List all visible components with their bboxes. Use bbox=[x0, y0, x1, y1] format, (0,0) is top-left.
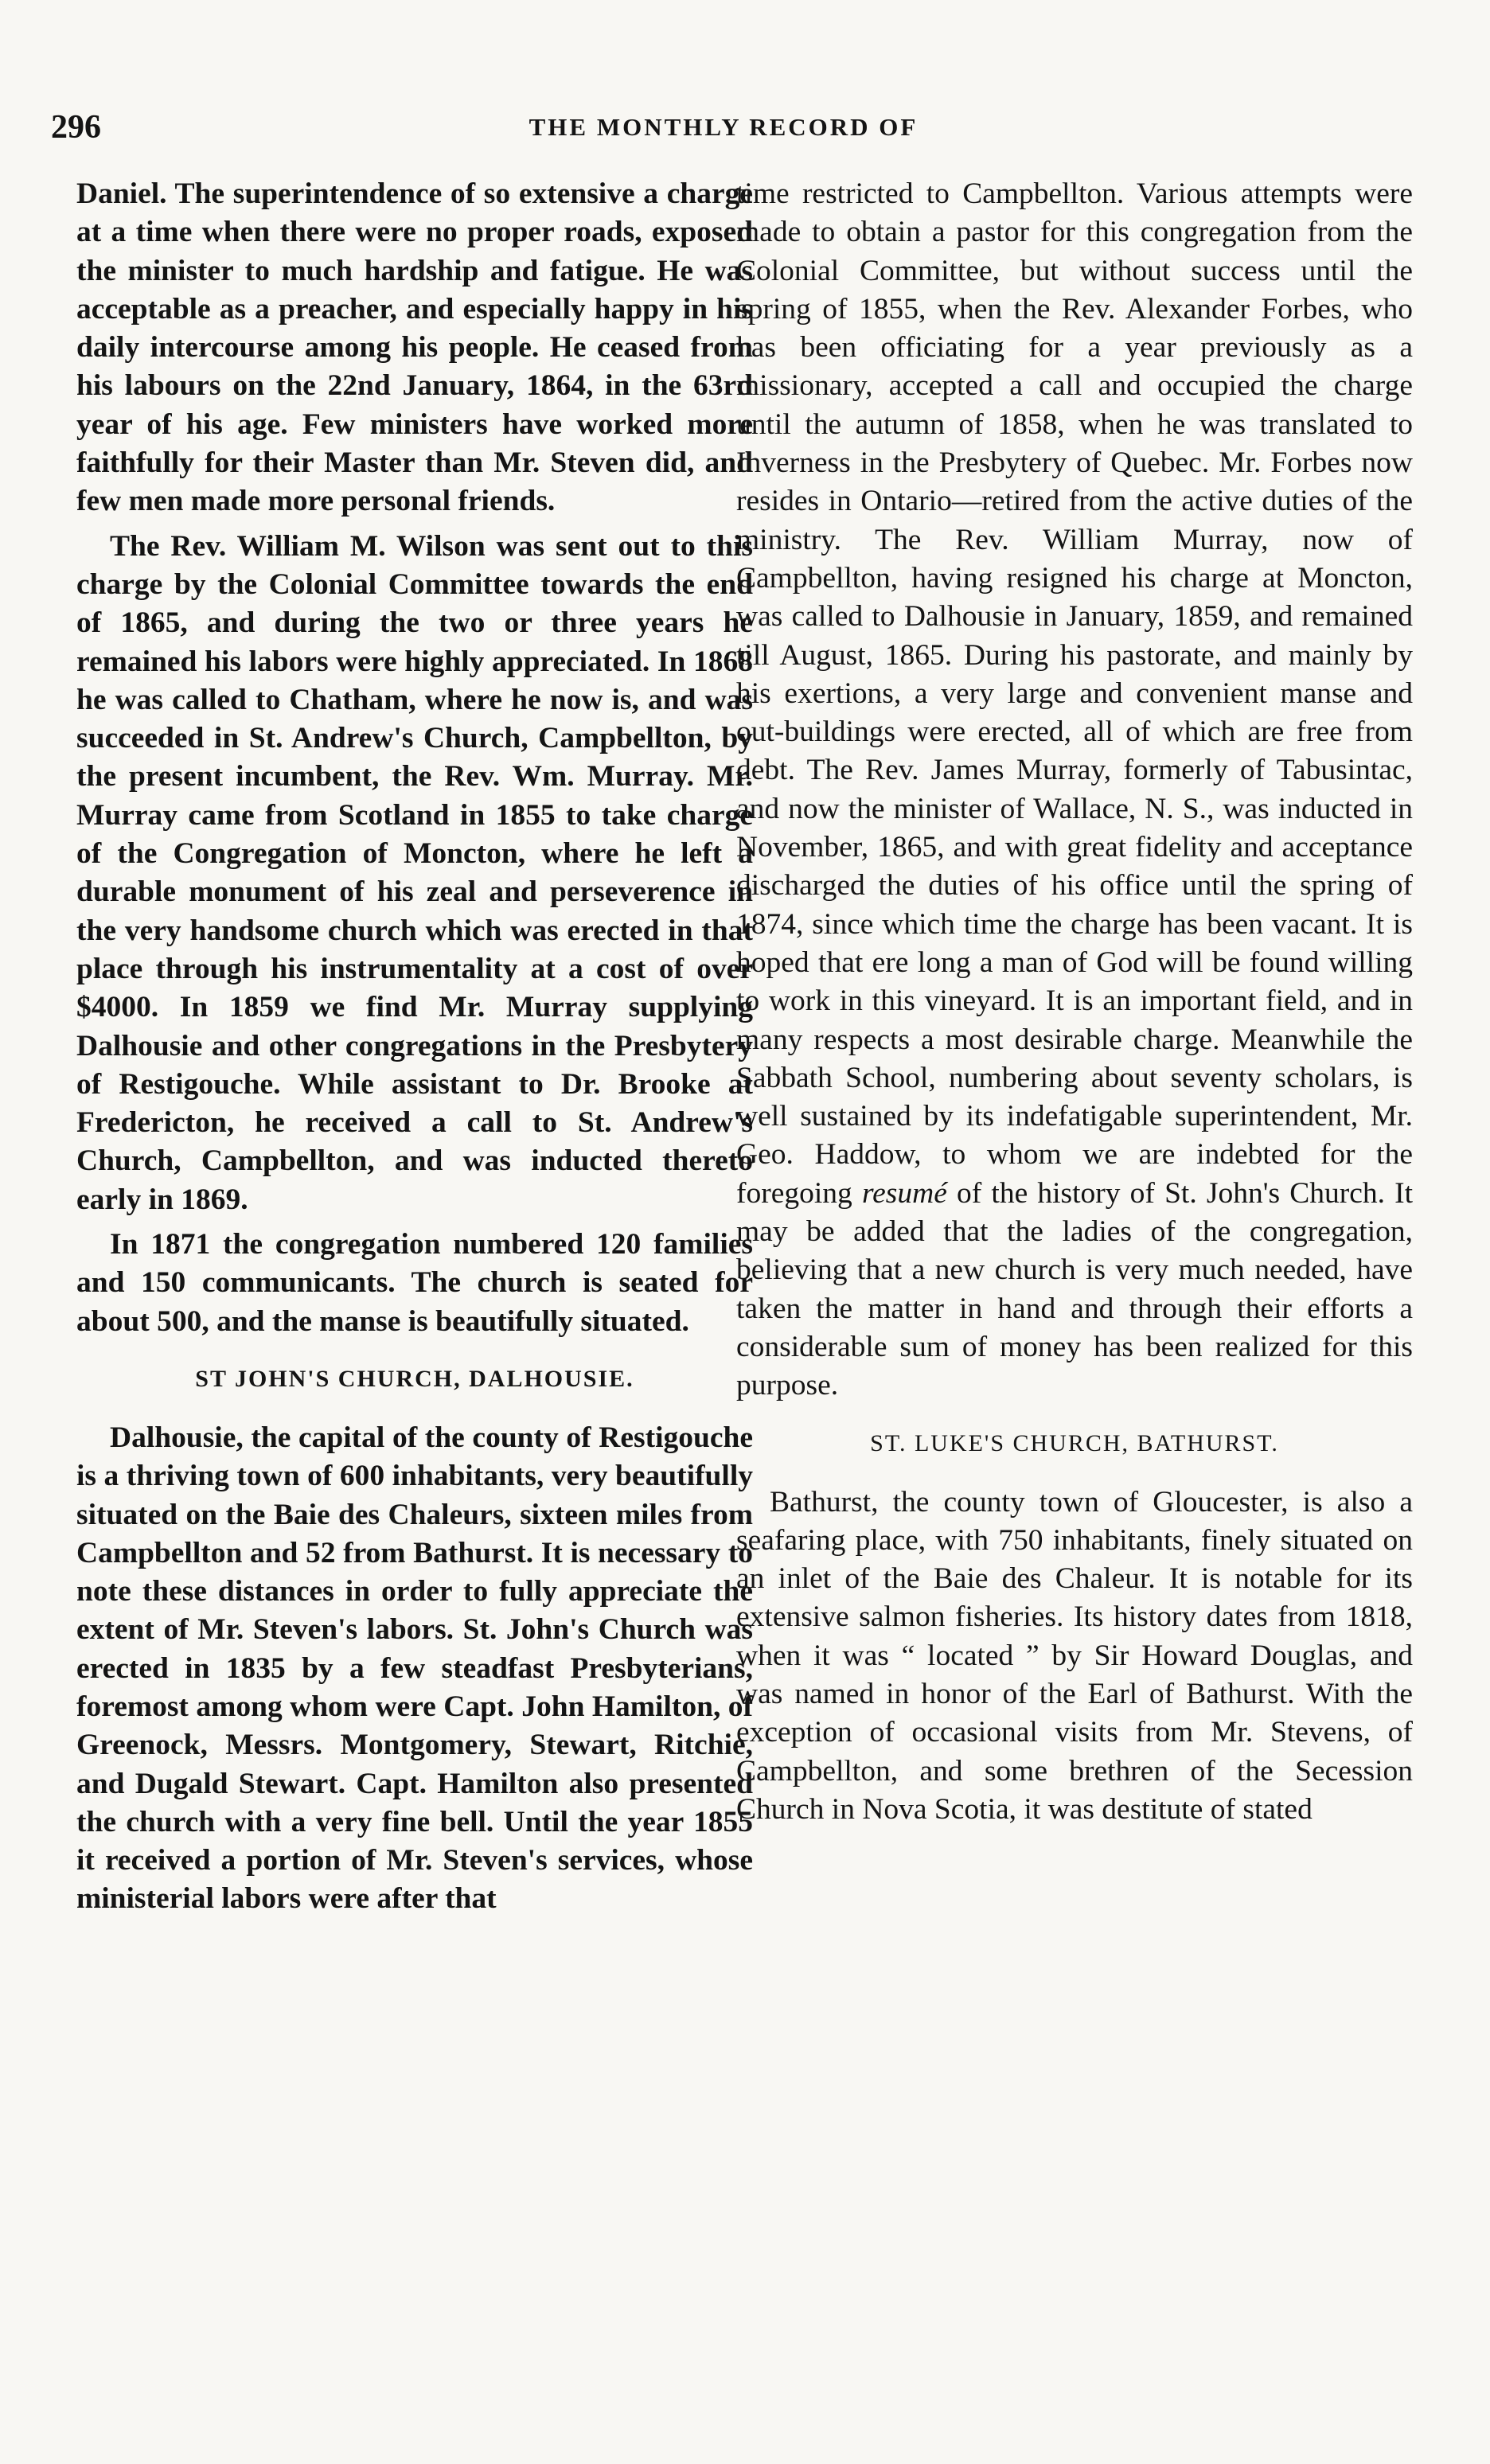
page-header bbox=[51, 103, 1396, 151]
left-paragraph-2: The Rev. William M. Wilson was sent out to this charge by the Colonial Committee towards the end of 1865, and during the two or three years he remained his labors were highly appreciated. In 1868 he was called to Chatham, where he now is, and was succeeded in St. Andrew's Church, Campbellton, by the present incumbent, the Rev. Wm. Murray. Mr. Murray came from Scotland in 1855 to take charge of the Congregation of Moncton, where he left a durable monument of his zeal and perseverence in the very handsome church which was erected in that place through his instrumentality at a cost of over $4000. In 1859 we find Mr. Murray supplying Dalhousie and other congregations in the Presbytery of Restigouche. While assistant to Dr. Brooke at Fredericton, he received a call to St. Andrew's Church, Campbellton, and was inducted thereto early in 1869. bbox=[76, 529, 753, 1216]
right-paragraph-1-text: time restricted to Campbellton. Various attempts were made to obtain a pastor for this congregation from the Colonial Committee, but without success until the spring of 1855, when the Rev. Alexander Forbes, who has been officiating for a year previously as a missionary, accepted a call and occupied the charge until the autumn of 1858, when he was translated to Inverness in the Presbytery of Quebec. Mr. Forbes now resides in Ontario—retired from the active duties of the ministry. The Rev. William Murray, now of Campbellton, having resigned his charge at Moncton, was called to Dalhousie in January, 1859, and remained till August, 1865. During his pastorate, and mainly by his exertions, a very large and convenient manse and out-buildings were erected, all of which are free from debt. The Rev. James Murray, formerly of Tabusintac, and now the minister of Wallace, N. S., was inducted in November, 1865, and with great fidelity and acceptance discharged the duties of his office until the spring of 1874, since which time the charge has been vacant. It is hoped that ere long a man of God will be found willing to work in this vineyard. It is an important field, and in many respects a most desirable charge. Meanwhile the Sabbath School, numbering about seventy scholars, is well sustained by its indefatigable superintendent, Mr. Geo. Haddow, to whom we are indebted for the foregoing bbox=[736, 177, 1413, 1210]
section-heading-dalhousie: ST JOHN'S CHURCH, DALHOUSIE. bbox=[195, 1365, 634, 1392]
page-number: 296 bbox=[51, 109, 101, 146]
left-paragraph-1: Daniel. The superintendence of so extensive a charge at a time when there were no proper roads, exposed the minister to much hardship and fatigue. He was acceptable as a preacher, and especially happy in his daily intercourse among his people. He ceased from his labours on the 22nd January, 1864, in the 63rd year of his age. Few ministers have worked more faithfully for their Master than Mr. Steven did, and few men made more personal friends. bbox=[76, 177, 753, 518]
left-column bbox=[76, 175, 753, 1919]
left-paragraph-4: Dalhousie, the capital of the county of Restigouche is a thriving town of 600 inhabitants, very beautifully situated on the Baie des Chaleurs, sixteen miles from Campbellton and 52 from Bathurst. It is necessary to note these distances in order to fully appreciate the extent of Mr. Steven's labors. St. John's Church was erected in 1835 by a few steadfast Presbyterians, foremost among whom were Capt. John Hamilton, of Greenock, Messrs. Montgomery, Stewart, Ritchie, and Dugald Stewart. Capt. Hamilton also presented the church with a very fine bell. Until the year 1855 it received a portion of Mr. Steven's services, whose ministerial labors were after that bbox=[76, 1421, 753, 1916]
section-heading-bathurst: ST. LUKE'S CHURCH, BATHURST. bbox=[870, 1429, 1279, 1456]
right-paragraph-1-end: of the history of St. John's Church. It may be added that the ladies of the congregation, believing that a new church is very much needed, have taken the matter in hand and through their efforts a considerable sum of money has been realized for this purpose. bbox=[736, 1176, 1414, 1402]
right-column bbox=[736, 175, 1413, 1829]
right-paragraph-1 bbox=[736, 175, 1413, 1405]
resume-italic: resumé bbox=[861, 1176, 947, 1210]
right-paragraph-2: Bathurst, the county town of Gloucester, is also a seafaring place, with 750 inhabitants, finely situated on an inlet of the Baie des Chaleur. It is notable for its extensive salmon fisheries. Its history dates from 1818, when it was “ located ” by Sir Howard Douglas, and was named in honor of the Earl of Bathurst. With the exception of occasional visits from Mr. Stevens, of Campbellton, and some brethren of the Secession Church in Nova Scotia, it was destitute of stated bbox=[736, 1485, 1413, 1826]
running-title: THE MONTHLY RECORD OF bbox=[529, 113, 919, 141]
left-paragraph-3: In 1871 the congregation numbered 120 families and 150 communicants. The church is seated for about 500, and the manse is beautifully situated. bbox=[76, 1228, 753, 1338]
